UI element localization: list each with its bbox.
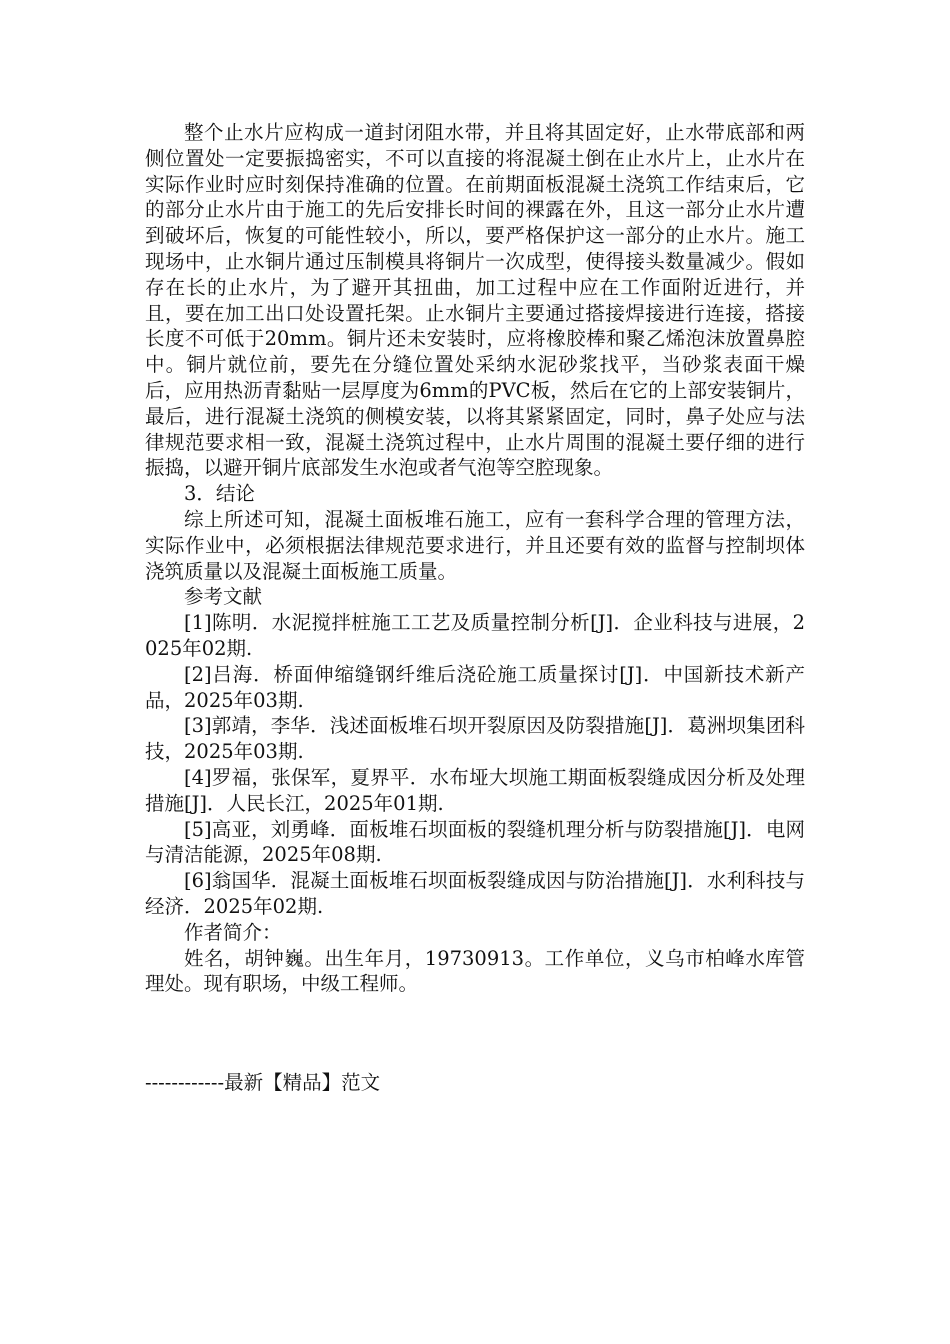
reference-item: [6]翁国华．混凝土面板堆石坝面板裂缝成因与防治措施[J]．水利科技与经济．2025年02期. [145,869,805,918]
reference-item: [1]陈明．水泥搅拌桩施工工艺及质量控制分析[J]．企业科技与进展，2025年02期. [145,611,805,660]
footer-label: ------------最新【精品】范文 [145,1071,381,1094]
conclusion-paragraph: 综上所述可知，混凝土面板堆石施工，应有一套科学合理的管理方法，实际作业中，必须根据法律规范要求进行，并且还要有效的监督与控制坝体浇筑质量以及混凝土面板施工质量。 [145,507,805,583]
section-heading-conclusion: 3．结论 [184,482,255,506]
reference-item: [2]吕海．桥面伸缩缝钢纤维后浇砼施工质量探讨[J]．中国新技术新产品，2025年03期. [145,662,805,712]
body-paragraph: 整个止水片应构成一道封闭阻水带，并且将其固定好，止水带底部和两侧位置处一定要振捣密实，不可以直接的将混凝土倒在止水片上，止水片在实际作业时应时刻保持准确的位置。在前期面板混凝土浇筑工作结束后，它的部分止水片由于施工的先后安排长时间的裸露在外，且这一部分止水片遭到破坏后，恢复的可能性较小，所以，要严格保护这一部分的止水片。施工现场中，止水铜片通过压制模具将铜片一次成型，使得接头数量减少。假如存在长的止水片，为了避开其扭曲，加工过程中应在工作面附近进行，并且，要在加工出口处设置托架。止水铜片主要通过搭接焊接进行连接，搭接长度不可低于20mm。铜片还未安装时，应将橡胶棒和聚乙烯泡沫放置鼻腔中。铜片就位前，要先在分缝位置处采纳水泥砂浆找平，当砂浆表面干燥后，应用热沥青黏贴一层厚度为6mm的PVC板，然后在它的上部安装铜片，最后，进行混凝土浇筑的侧模安装，以将其紧紧固定，同时，鼻子处应与法律规范要求相一致，混凝土浇筑过程中，止水片周围的混凝土要仔细的进行振捣，以避开铜片底部发生水泡或者气泡等空腔现象。 [145,121,805,480]
document-body [145,120,805,997]
author-heading: 作者简介： [184,920,282,944]
reference-list [145,610,805,920]
references-heading: 参考文献 [184,585,263,609]
reference-item: [5]高亚，刘勇峰．面板堆石坝面板的裂缝机理分析与防裂措施[J]．电网与清洁能源，2025年08期. [145,817,805,867]
author-info: 姓名，胡钟巍。出生年月，19730913。工作单位，义乌市柏峰水库管理处。现有职场，中级工程师。 [145,946,805,996]
reference-item: [4]罗福，张保军，夏界平．水布垭大坝施工期面板裂缝成因分析及处理措施[J]．人民长江，2025年01期. [145,765,805,815]
reference-item: [3]郭靖，李华．浅述面板堆石坝开裂原因及防裂措施[J]．葛洲坝集团科技，2025年03期. [145,714,805,764]
